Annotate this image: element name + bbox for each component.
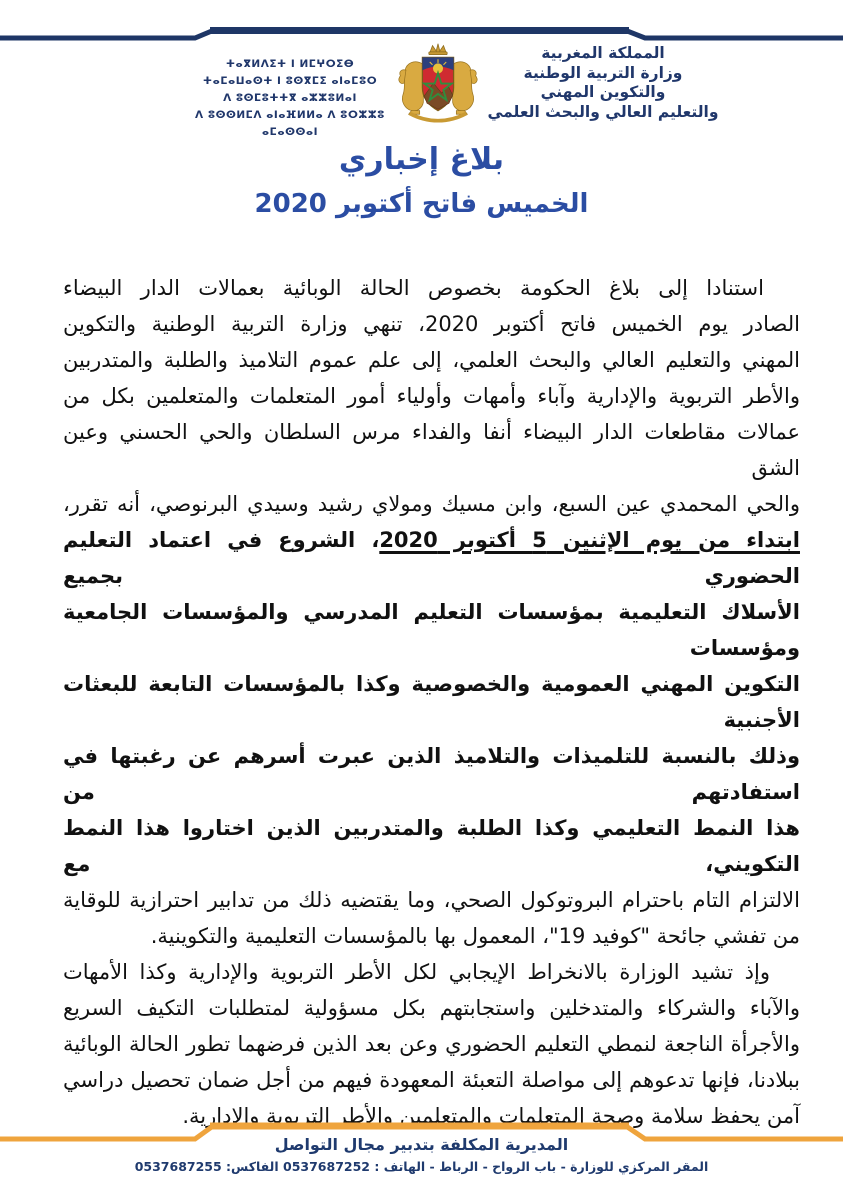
body-line	[63, 522, 800, 594]
ministry-line-education: وزارة التربية الوطنية	[523, 63, 683, 82]
tifinagh-ministry-name	[172, 56, 408, 141]
body-text-segment: من تفشي جائحة "كوفيد 19"، المعمول بها بالمؤسسات التعليمية والتكوينية.	[150, 924, 800, 948]
body-text-segment: الأسلاك التعليمية بمؤسسات التعليم المدرسي والمؤسسات الجامعية ومؤسسات	[63, 600, 800, 660]
body-text-segment: والآباء والشركاء والمتدخلين واستجابتهم بكل مسؤولية لمتطلبات التكيف السريع	[63, 996, 800, 1020]
tifinagh-line: ⴷ ⵓⵙⵙⵍⵎⴷ ⴰⵏⴰⴼⵍⵍⴰ ⴷ ⵓⵔⵣⵣⵓ ⴰⵎⴰⵙⵙⴰⵏ	[195, 109, 385, 138]
body-text-segment: الالتزام التام باحترام البروتوكول الصحي، وما يقتضيه ذلك من تدابير احترازية للوقاية	[63, 888, 800, 912]
release-title: بلاغ إخباري	[338, 142, 505, 177]
body-line	[63, 342, 800, 378]
ministry-line-higher-ed: والتعليم العالي والبحث العلمي	[487, 102, 719, 121]
body-line	[63, 1026, 800, 1062]
ministry-line-vocational: والتكوين المهني	[540, 83, 666, 101]
body-text-segment: والأطر التربوية والإدارية وآباء وأمهات وأولياء أمور المتعلمات والمتعلمين بكل من	[63, 384, 800, 408]
body-text-segment: عمالات مقاطعات الدار البيضاء أنفا والفداء مرس السلطان والحي الحسني وعين الشق	[63, 420, 800, 480]
footer-directorate: المديرية المكلفة بتدبير مجال التواصل	[274, 1135, 569, 1154]
body-text-segment: ببلادنا، فإنها تدعوهم إلى مواصلة التعبئة المعهودة فيهم من أجل ضمان تحصيل دراسي	[63, 1068, 800, 1092]
release-date: الخميس فاتح أكتوبر 2020	[254, 189, 589, 219]
body-line	[63, 270, 800, 306]
body-line	[63, 882, 800, 918]
body-line	[63, 306, 800, 342]
tifinagh-line: ⵜⴰⵎⴰⵡⴰⵙⵜ ⵏ ⵓⵙⴳⵎⵉ ⴰⵏⴰⵎⵓⵔ	[202, 75, 378, 87]
body-line	[63, 666, 800, 738]
document-body	[63, 270, 800, 1134]
footer-address-phone: المقر المركزي للوزارة - باب الرواح - الرباط - الهاتف : 0537687252 الفاكس: 0537687255	[134, 1159, 709, 1174]
tifinagh-line: ⴷ ⵓⵙⵎⵓⵜⵜⴳ ⴰⵣⵣⵓⵍⴰⵏ	[223, 92, 357, 104]
body-line	[63, 990, 800, 1026]
body-line	[63, 954, 800, 990]
coat-of-arms-emblem	[392, 40, 484, 128]
body-line	[63, 378, 800, 414]
body-line	[63, 810, 800, 882]
ministry-name-arabic	[486, 44, 720, 122]
body-text-segment: هذا النمط التعليمي وكذا الطلبة والمتدربين الذين اختاروا هذا النمط التكويني، مع	[63, 816, 800, 876]
body-text-segment: وذلك بالنسبة للتلميذات والتلاميذ الذين عبرت أسرهم عن رغبتها في استفادتهم من	[63, 744, 800, 804]
body-line	[63, 1062, 800, 1098]
body-line	[63, 594, 800, 666]
footer	[0, 1134, 843, 1176]
body-line	[63, 486, 800, 522]
body-text-segment: ، الشروع في اعتماد التعليم الحضوري بجميع	[63, 528, 800, 588]
body-text-segment: والحي المحمدي عين السبع، وابن مسيك ومولاي رشيد وسيدي البرنوصي، أنه تقرر،	[63, 492, 800, 516]
body-text-segment: التكوين المهني العمومية والخصوصية وكذا بالمؤسسات التابعة للبعثات الأجنبية	[63, 672, 800, 732]
body-text-segment: ابتداء من يوم الإثنين 5 أكتوبر 2020	[379, 528, 800, 552]
body-text-segment: آمن يحفظ سلامة وصحة المتعلمات والمتعلمين والأطر التربوية والإدارية.	[182, 1104, 800, 1128]
body-line	[63, 414, 800, 486]
body-line	[63, 918, 800, 954]
body-text-segment: وإذ تشيد الوزارة بالانخراط الإيجابي لكل الأطر التربوية والإدارية وكذا الأمهات	[63, 960, 770, 984]
body-text-segment: والأجرأة الناجعة لنمطي التعليم الحضوري وعن بعد الذين فرضهما تطور الحالة الوبائية	[63, 1032, 800, 1056]
body-text-segment: استنادا إلى بلاغ الحكومة بخصوص الحالة الوبائية بعمالات الدار البيضاء	[63, 276, 764, 300]
tifinagh-line: ⵜⴰⴳⵍⴷⵉⵜ ⵏ ⵍⵎⵖⵔⵉⴱ	[225, 58, 355, 70]
body-text-segment: الصادر يوم الخميس فاتح أكتوبر 2020، تنهي وزارة التربية الوطنية والتكوين	[63, 312, 800, 336]
body-text-segment: المهني والتعليم العالي والبحث العلمي، إلى علم عموم التلاميذ والطلبة والمتدربين	[63, 348, 800, 372]
release-title-block	[0, 140, 843, 224]
ministry-line-kingdom: المملكة المغربية	[541, 44, 665, 62]
body-line	[63, 738, 800, 810]
